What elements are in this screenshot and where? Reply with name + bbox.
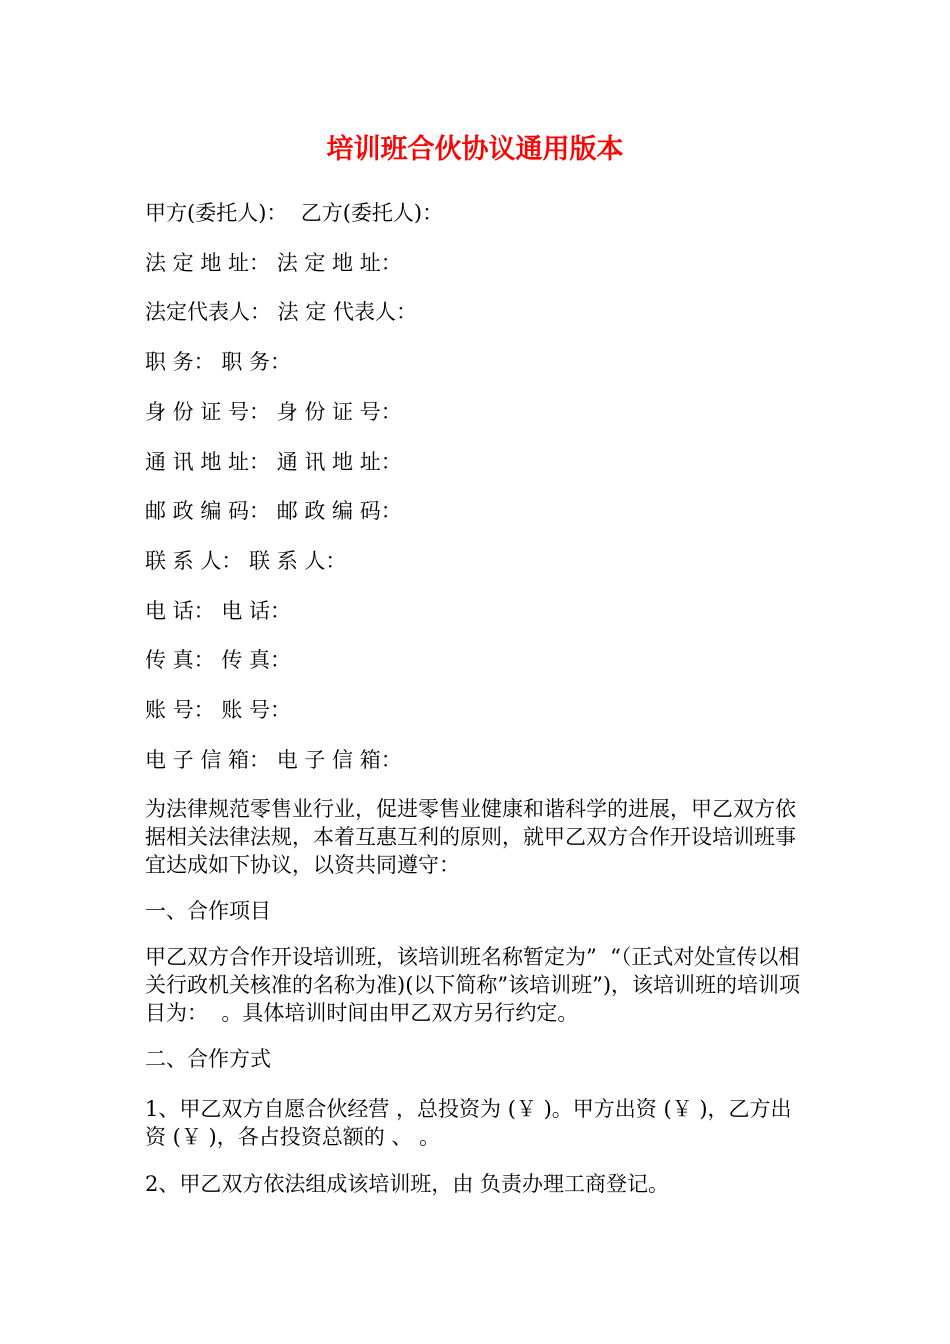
party-field-contact-person: 联 系 人： 联 系 人： — [145, 549, 347, 573]
party-field-postal-code: 邮 政 编 码： 邮 政 编 码： — [145, 499, 402, 523]
party-field-legal-representative: 法定代表人： 法 定 代表人： — [145, 300, 418, 324]
party-field-id-number: 身 份 证 号： 身 份 证 号： — [145, 400, 402, 424]
party-field-legal-address: 法 定 地 址： 法 定 地 址： — [145, 251, 402, 275]
party-field-position: 职 务： 职 务： — [145, 350, 292, 374]
party-field-phone: 电 话： 电 话： — [145, 599, 292, 623]
clause-1-investment: 1、甲乙双方自愿合伙经营 ，总投资为 (￥ )。甲方出资 (￥ )，乙方出资 (￥ )，各占投资总额的 、 。 — [145, 1097, 792, 1149]
party-field-email: 电 子 信 箱： 电 子 信 箱： — [145, 748, 402, 772]
party-field-fax: 传 真： 传 真： — [145, 648, 292, 672]
clause-2-registration: 2、甲乙双方依法组成该培训班，由 负责办理工商登记。 — [145, 1172, 670, 1196]
party-field-mailing-address: 通 讯 地 址： 通 讯 地 址： — [145, 450, 402, 474]
section-heading-cooperation-project: 一、合作项目 — [145, 899, 271, 923]
section-heading-cooperation-method: 二、合作方式 — [145, 1047, 271, 1071]
section-body-cooperation-project: 甲乙双方合作开设培训班，该培训班名称暂定为” “（正式对处宣传以相关行政机关核准的名称为准)(以下简称”该培训班”)，该培训班的培训项目为： 。具体培训时间由甲乙双方另行约定。 — [145, 945, 801, 1025]
party-field-account: 账 号： 账 号： — [145, 698, 292, 722]
party-field-parties: 甲方(委托人)： 乙方(委托人)： — [145, 201, 444, 225]
document-title: 培训班合伙协议通用版本 — [326, 134, 624, 165]
preamble-paragraph: 为法律规范零售业行业，促进零售业健康和谐科学的进展，甲乙双方依据相关法律法规，本着互惠互利的原则，就甲乙双方合作开设培训班事宜达成如下协议，以资共同遵守： — [145, 797, 796, 877]
